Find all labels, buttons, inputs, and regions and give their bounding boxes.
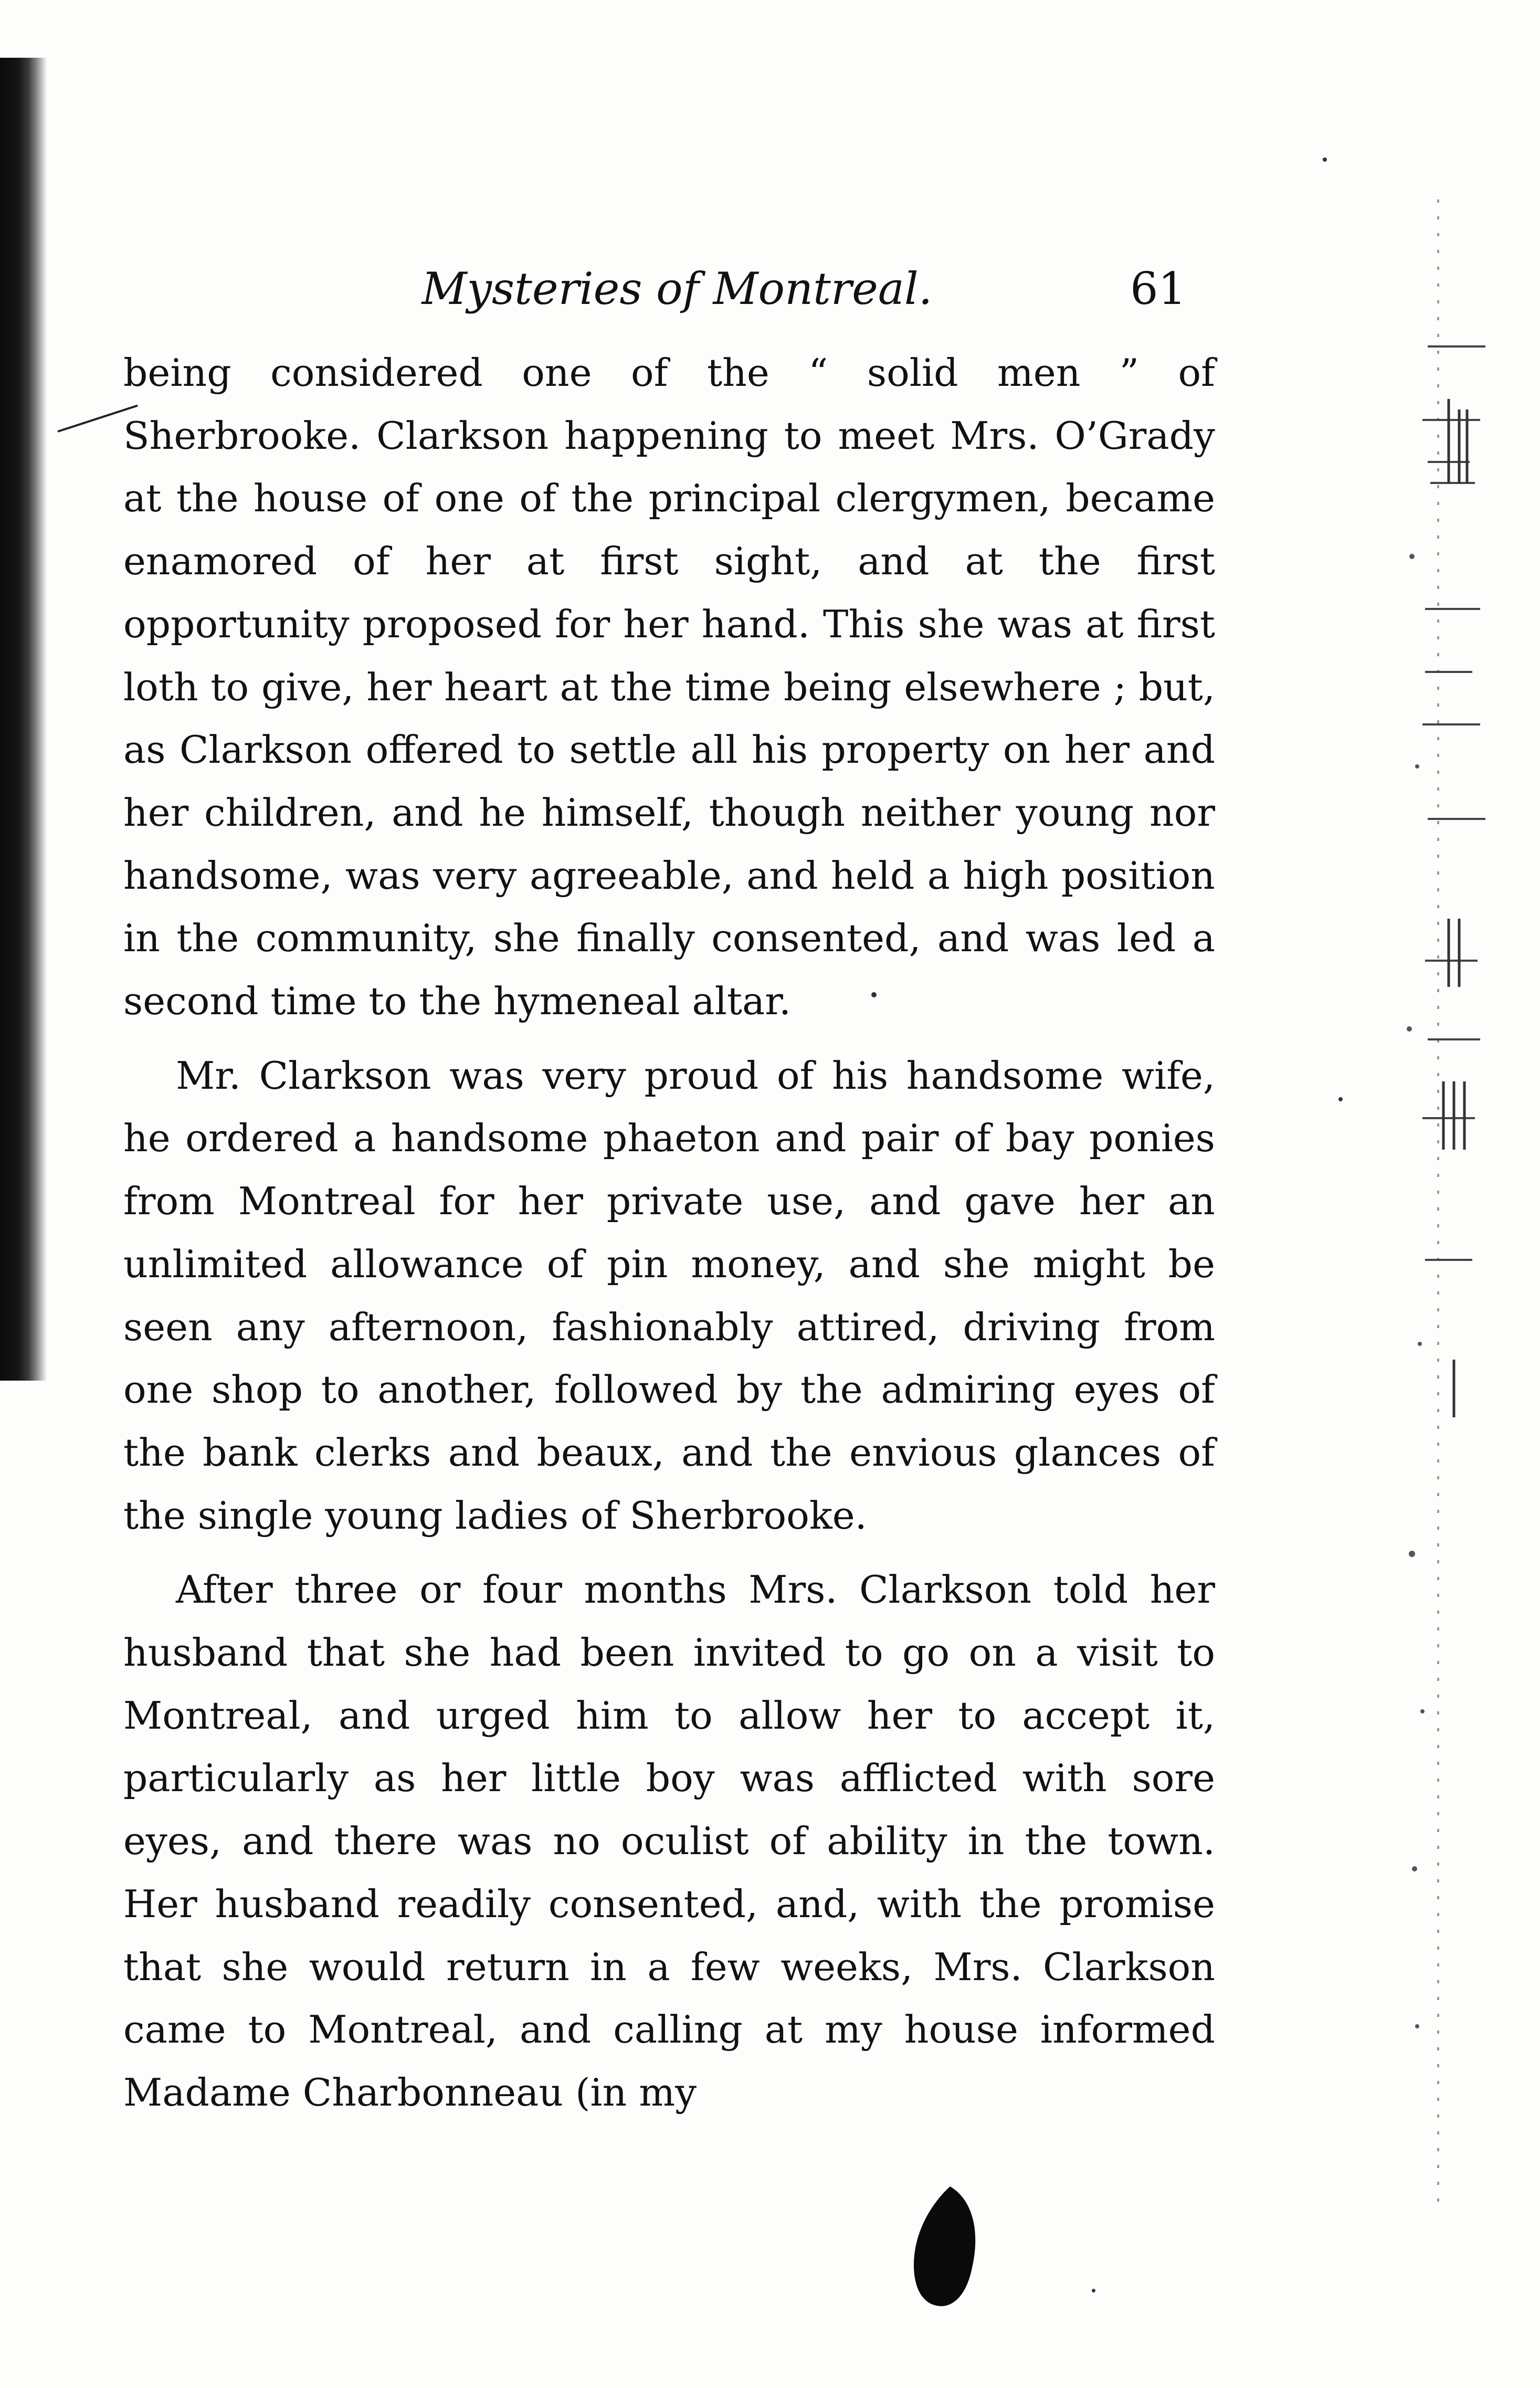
paragraph-2: Mr. Clarkson was very proud of his handsome wife, he ordered a handsome phaeton and pair of bay ponies from Montreal for her private use, and gave her an unlimited allowance of pin money, and she might be seen any afternoon, fashionably attired, driving from one shop to another, followed by the admiring eyes of the bank clerks and beaux, and the envious glances of the single young ladies of Sherbrooke. [123,1054,1215,1538]
body-text [123,342,1215,2125]
paragraph-1: being considered one of the “ solid men ” of Sherbrooke. Clarkson happening to meet Mrs. O’Grady at the house of one of the principal clergymen, became enamored of her at first sight, and at the first opportunity proposed for her hand. This she was at first loth to give, her heart at the time being elsewhere ; but, as Clarkson offered to settle all his property on her and her children, and he himself, though neither young nor handsome, was very agreeable, and held a high position in the community, she finally consented, and was led a second time to the hymeneal altar. [123,351,1215,1024]
ink-blot [911,2186,984,2307]
dust-speck [1092,2289,1095,2292]
dust-speck [871,992,877,997]
running-title: Mysteries of Montreal. [421,263,933,314]
bleed-through-marks [1380,189,1496,2236]
dust-speck [1338,1097,1343,1101]
paragraph-3: After three or four months Mrs. Clarkson told her husband that she had been invited to go on a visit to Montreal, and urged him to allow her to accept it, particularly as her little boy was afflicted with sore eyes, and there was no oculist of ability in the town. Her husband readily consented, and, with the promise that she would return in a few weeks, Mrs. Clarkson came to Montreal, and calling at my house informed Madame Charbonneau (in my [123,1568,1215,2115]
dust-speck [1323,157,1327,162]
scanner-spine-shadow [0,58,47,1381]
page-number: 61 [1130,263,1186,314]
page-header [121,260,1233,318]
